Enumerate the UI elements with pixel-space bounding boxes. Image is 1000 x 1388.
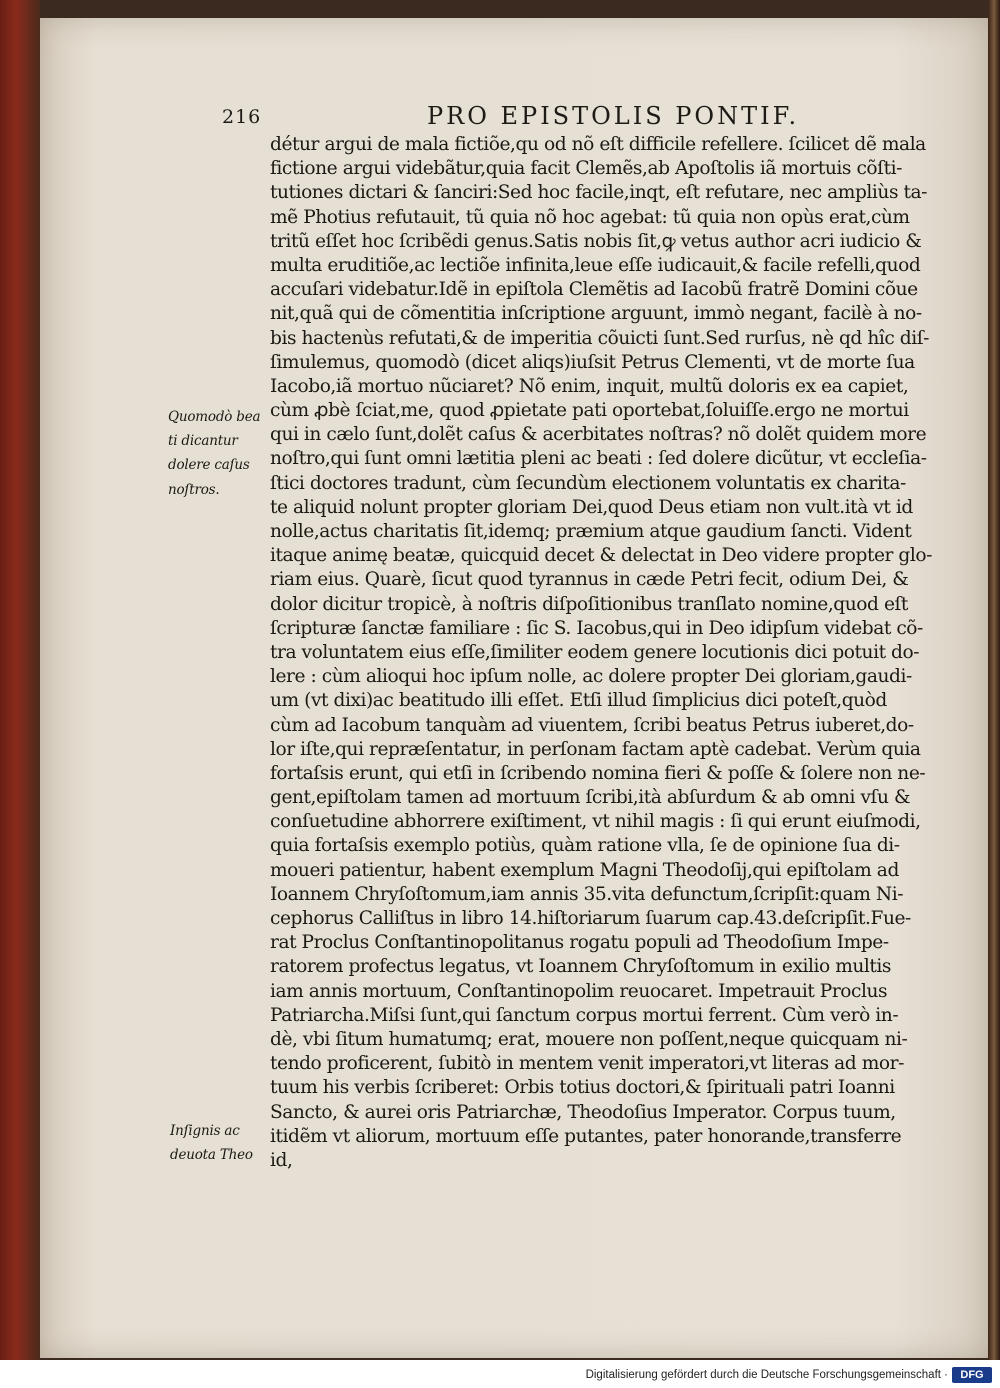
text-line: Ioannem Chryſoſtomum,iam annis 35.vita defunctum,ſcripſit:quam Ni- — [270, 883, 904, 905]
text-line: quia fortaſsis exemplo potiùs, quàm ratione vlla, ſe de opinione ſua di- — [270, 835, 900, 857]
text-line: rat Proclus Conſtantinopolitanus rogatu populi ad Theodoſium Impe- — [270, 932, 889, 954]
text-line: cùm ꝓbè ſciat,me, quod ꝓpietate pati oportebat,ſoluiſſe.ergo ne mortui — [270, 400, 909, 422]
text-line: iam annis mortuum, Conſtantinopolim reuocaret. Impetrauit Proclus — [270, 980, 888, 1002]
text-line: fortaſsis erunt, qui etſi in ſcribendo nomina fieri & poſſe & ſolere non ne- — [270, 762, 926, 784]
text-line: itaque animę beatæ, quicquid decet & delectat in Deo videre propter glo- — [270, 545, 932, 567]
text-line: te aliquid nolunt propter gloriam Dei,quod Deus etiam non vult.ità vt id — [270, 496, 913, 518]
text-line: moueri patientur, habent exemplum Magni Theodoſij,qui epiſtolam ad — [270, 859, 899, 881]
margin-note-line: Quomodò bea — [168, 409, 261, 425]
text-line: nit,quã qui de cõmentitia inſcriptione arguunt, immò negant, facilè à no- — [270, 303, 922, 325]
book-binding — [0, 0, 40, 1360]
footer-bar — [0, 1362, 1000, 1388]
text-line: ſimulemus, quomodò (dicet aliqs)iuſsit Petrus Clementi, vt de morte ſua — [270, 351, 915, 373]
text-line: tendo proficerent, ſubitò in mentem venit imperatori,vt literas ad mor- — [270, 1053, 904, 1075]
text-line: détur argui de mala fictiõe,qu od nõ eſt difficile refellere. ſcilicet dẽ mala — [270, 134, 926, 155]
margin-note-line: ti dicantur — [168, 433, 238, 450]
text-line: ratorem profectus legatus, vt Ioannem Chryſoſtomum in exilio multis — [270, 956, 892, 978]
margin-note-line: deuota Theo — [170, 1147, 253, 1164]
dfg-logo: DFG — [952, 1367, 992, 1383]
text-line: gent,epiſtolam tamen ad mortuum ſcribi,ità abſurdum & ab omni vſu & — [270, 787, 911, 809]
text-line: ſtici doctores tradunt, cùm ſecundùm electionem voluntatis ex charita- — [270, 472, 906, 494]
text-line: ſcripturæ ſanctæ familiare : ſic S. Iacobus,qui in Deo idipſum videbat cõ- — [270, 617, 923, 639]
text-line: um (vt dixi)ac beatitudo illi eſſet. Etſi illud ſimplicius dici poteſt,quòd — [270, 690, 887, 712]
text-line: dolor dicitur tropicè, à noſtris diſpoſitionibus tranſlato nomine,quod eſt — [270, 593, 908, 615]
text-line: bis hactenùs refutati,& de imperitia cõuicti ſunt.Sed rurſus, nè qd hîc diſ- — [270, 327, 929, 349]
text-line: itidẽm vt aliorum, mortuum eſſe putantes, pater honorande,transferre — [270, 1125, 902, 1147]
margin-note-quomodo — [168, 405, 260, 502]
text-line: tuum his verbis ſcriberet: Orbis totius doctori,& ſpirituali patri Ioanni — [270, 1077, 895, 1099]
text-line: riam eius. Quarè, ſicut quod tyrannus in cæde Petri fecit, odium Dei, & — [270, 569, 909, 591]
main-text-block — [270, 133, 990, 1173]
text-line: accuſari videbatur.Idẽ in epiſtola Clemẽtis ad Iacobũ fratrẽ Domini cõue — [270, 279, 918, 301]
text-line: Sancto, & aurei oris Patriarchæ, Theodoſius Imperator. Corpus tuum, — [270, 1101, 896, 1123]
margin-note-line: dolere caſus — [168, 457, 250, 474]
text-line: qui in cælo ſunt,dolẽt caſus & acerbitates noſtras? nõ dolẽt quidem more — [270, 424, 927, 446]
running-head: PRO EPISTOLIS PONTIF. — [427, 102, 800, 130]
text-line: cephorus Calliſtus in libro 14.hiſtoriarum ſuarum cap.43.deſcripſit.Fue- — [270, 908, 911, 929]
text-line: fictione argui videbãtur,quia facit Clemẽs,ab Apoſtolis iã mortuis cõſti- — [270, 158, 902, 180]
text-line: tutiones dictari & ſanciri:Sed hoc facile,inqt, eſt refutare, nec ampliùs ta- — [270, 182, 927, 204]
margin-note-line: Inſignis ac — [170, 1123, 240, 1139]
text-line: nolle,actus charitatis ſit,idemq; præmium atque gaudium ſancti. Vident — [270, 521, 912, 542]
text-line: dè, vbi ſitum humatumq; erat, mouere non poſſent,neque quicquam ni- — [270, 1028, 908, 1050]
text-line: lor iſte,qui repræſentatur, in perſonam factam aptè cadebat. Verùm quia — [270, 738, 921, 760]
text-line: tra voluntatem eius eſſe,ſimiliter eodem genere locutionis dici potuit do- — [270, 641, 920, 663]
text-line: conſuetudine abhorrere exiſtiment, vt nihil magis : ſi qui erunt eiuſmodi, — [270, 811, 921, 833]
margin-note-line: noſtros. — [168, 481, 220, 498]
text-line: lere : cùm alioqui hoc ipſum nolle, ac dolere propter Dei gloriam,gaudi- — [270, 666, 912, 688]
text-line: Iacobo,iã mortuo nũciaret? Nõ enim, inquit, multũ doloris ex ea capiet, — [270, 375, 909, 397]
text-line: id, — [270, 1149, 293, 1171]
text-line: multa eruditiõe,ac lectiõe infinita,leue eſſe iudicauit,& facile refelli,quod — [270, 254, 921, 276]
page-number: 216 — [222, 106, 262, 128]
text-line: mẽ Photius refutauit, tũ quia nõ hoc agebat: tũ quia non opùs erat,cùm — [270, 206, 910, 228]
text-line: tritũ eſſet hoc ſcribẽdi genus.Satis nobis ſit,ꝙ vetus author acri iudicio & — [270, 230, 922, 252]
funding-notice: Digitalisierung gefördert durch die Deutsche Forschungsgemeinschaft · — [585, 1369, 948, 1381]
text-line: noſtro,qui ſunt omni lætitia pleni ac beati : ſed dolere dicũtur, vt eccleſia- — [270, 448, 927, 470]
text-line: Patriarcha.Miſsi ſunt,qui ſanctum corpus mortui ferrent. Cùm verò in- — [270, 1004, 899, 1026]
text-line: cùm ad Iacobum tanquàm ad viuentem, ſcribi beatus Petrus iuberet,do- — [270, 714, 914, 736]
margin-note-insignis — [170, 1119, 253, 1167]
